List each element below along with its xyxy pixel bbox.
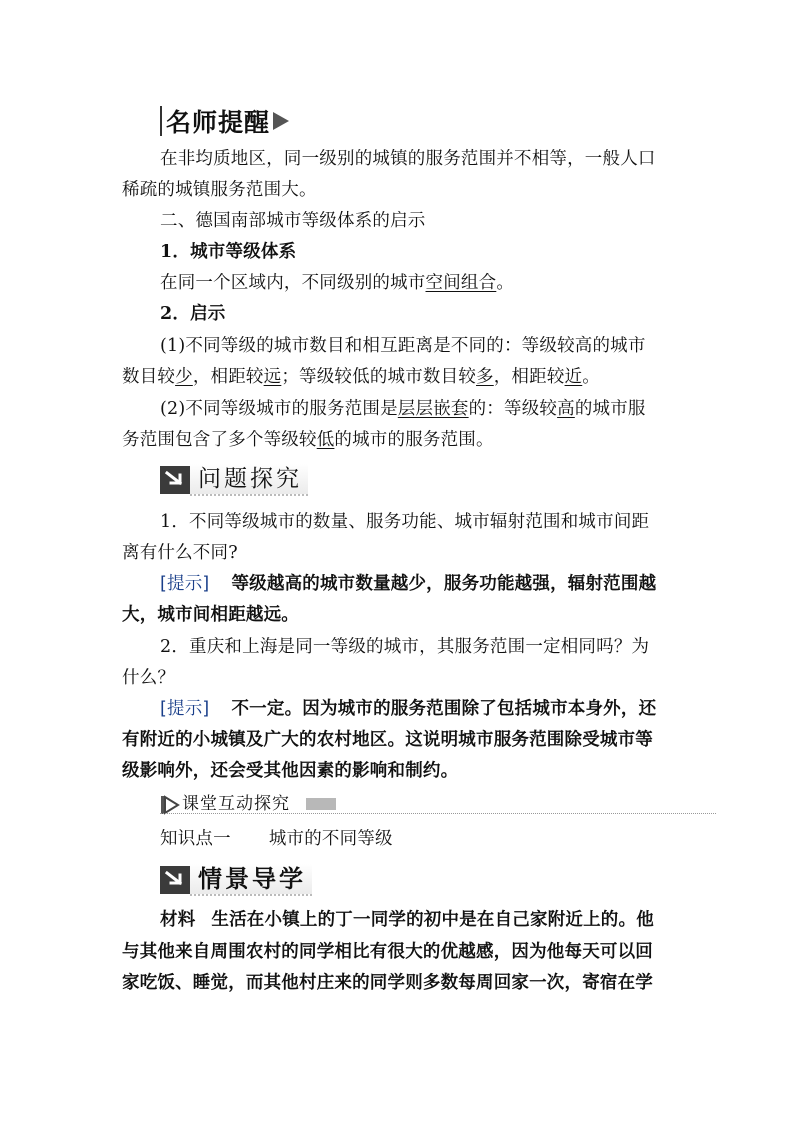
answer-1-line-2: 大，城市间相距越远。: [122, 605, 299, 625]
subsection-2-title: 2．启示: [160, 304, 226, 324]
answer-1-line-1: [提示] 等级越高的城市数量越少，服务功能越强，辐射范围越: [160, 574, 657, 594]
knowledge-point-title: 知识点一 城市的不同等级: [160, 829, 393, 849]
play-triangle-icon: [160, 795, 180, 815]
tip-label: [提示]: [160, 699, 210, 719]
point-2-line-1: (2)不同等级城市的服务范围是层层嵌套的：等级较高的城市服: [160, 399, 646, 419]
subsection-1-text: 在同一个区域内，不同级别的城市空间组合。: [160, 273, 515, 293]
point-1-line-1: (1)不同等级的城市数目和相互距离是不同的：等级较高的城市: [160, 336, 646, 356]
decorative-block: [306, 798, 336, 810]
heading-label: 问题探究: [190, 464, 308, 496]
question-2-line-2: 什么？: [122, 668, 176, 688]
material-line-3: 家吃饭、睡觉，而其他村庄来的同学则多数每周回家一次，寄宿在学: [122, 973, 653, 993]
question-1-line-2: 离有什么不同?: [122, 543, 238, 563]
answer-underline: 空间组合: [425, 273, 497, 293]
section-title: 二、德国南部城市等级体系的启示: [160, 211, 426, 231]
play-triangle-icon: [273, 112, 289, 130]
heading-bar: [160, 106, 162, 136]
answer-2-line-1: [提示] 不一定。因为城市的服务范围除了包括城市本身外，还: [160, 699, 657, 719]
scenario-guide-heading: [160, 864, 312, 896]
question-2-line-1: 2．重庆和上海是同一等级的城市，其服务范围一定相同吗？为: [160, 637, 650, 657]
material-line-2: 与其他来自周围农村的同学相比有很大的优越感，因为他每天可以回: [122, 942, 653, 962]
answer-2-line-3: 级影响外，还会受其他因素的影响和制约。: [122, 761, 459, 781]
tip-line-1: 在非均质地区，同一级别的城镇的服务范围并不相等，一般人口: [160, 149, 656, 169]
divider: [160, 813, 716, 814]
arrow-icon: [160, 466, 190, 494]
question-1-line-1: 1．不同等级城市的数量、服务功能、城市辐射范围和城市间距: [160, 512, 650, 532]
arrow-icon: [160, 866, 190, 894]
tip-label: [提示]: [160, 574, 210, 594]
point-1-line-2: 数目较少，相距较远；等级较低的城市数目较多，相距较近。: [122, 367, 600, 387]
subsection-1-title: 1．城市等级体系: [160, 242, 297, 262]
classroom-interaction-bar: [160, 793, 716, 817]
famous-teacher-tip-heading: [160, 104, 289, 138]
material-line-1: 材料 生活在小镇上的丁一同学的初中是在自己家附近上的。他: [160, 910, 654, 930]
question-explore-heading: [160, 464, 308, 496]
heading-text: 名师提醒: [166, 108, 271, 137]
heading-label: 情景导学: [190, 864, 312, 896]
tip-line-2: 稀疏的城镇服务范围大。: [122, 180, 317, 200]
point-2-line-2: 务范围包含了多个等级较低的城市的服务范围。: [122, 430, 494, 450]
answer-2-line-2: 有附近的小城镇及广大的农村地区。这说明城市服务范围除受城市等: [122, 730, 653, 750]
classroom-interaction-label: 课堂互动探究: [182, 794, 290, 814]
